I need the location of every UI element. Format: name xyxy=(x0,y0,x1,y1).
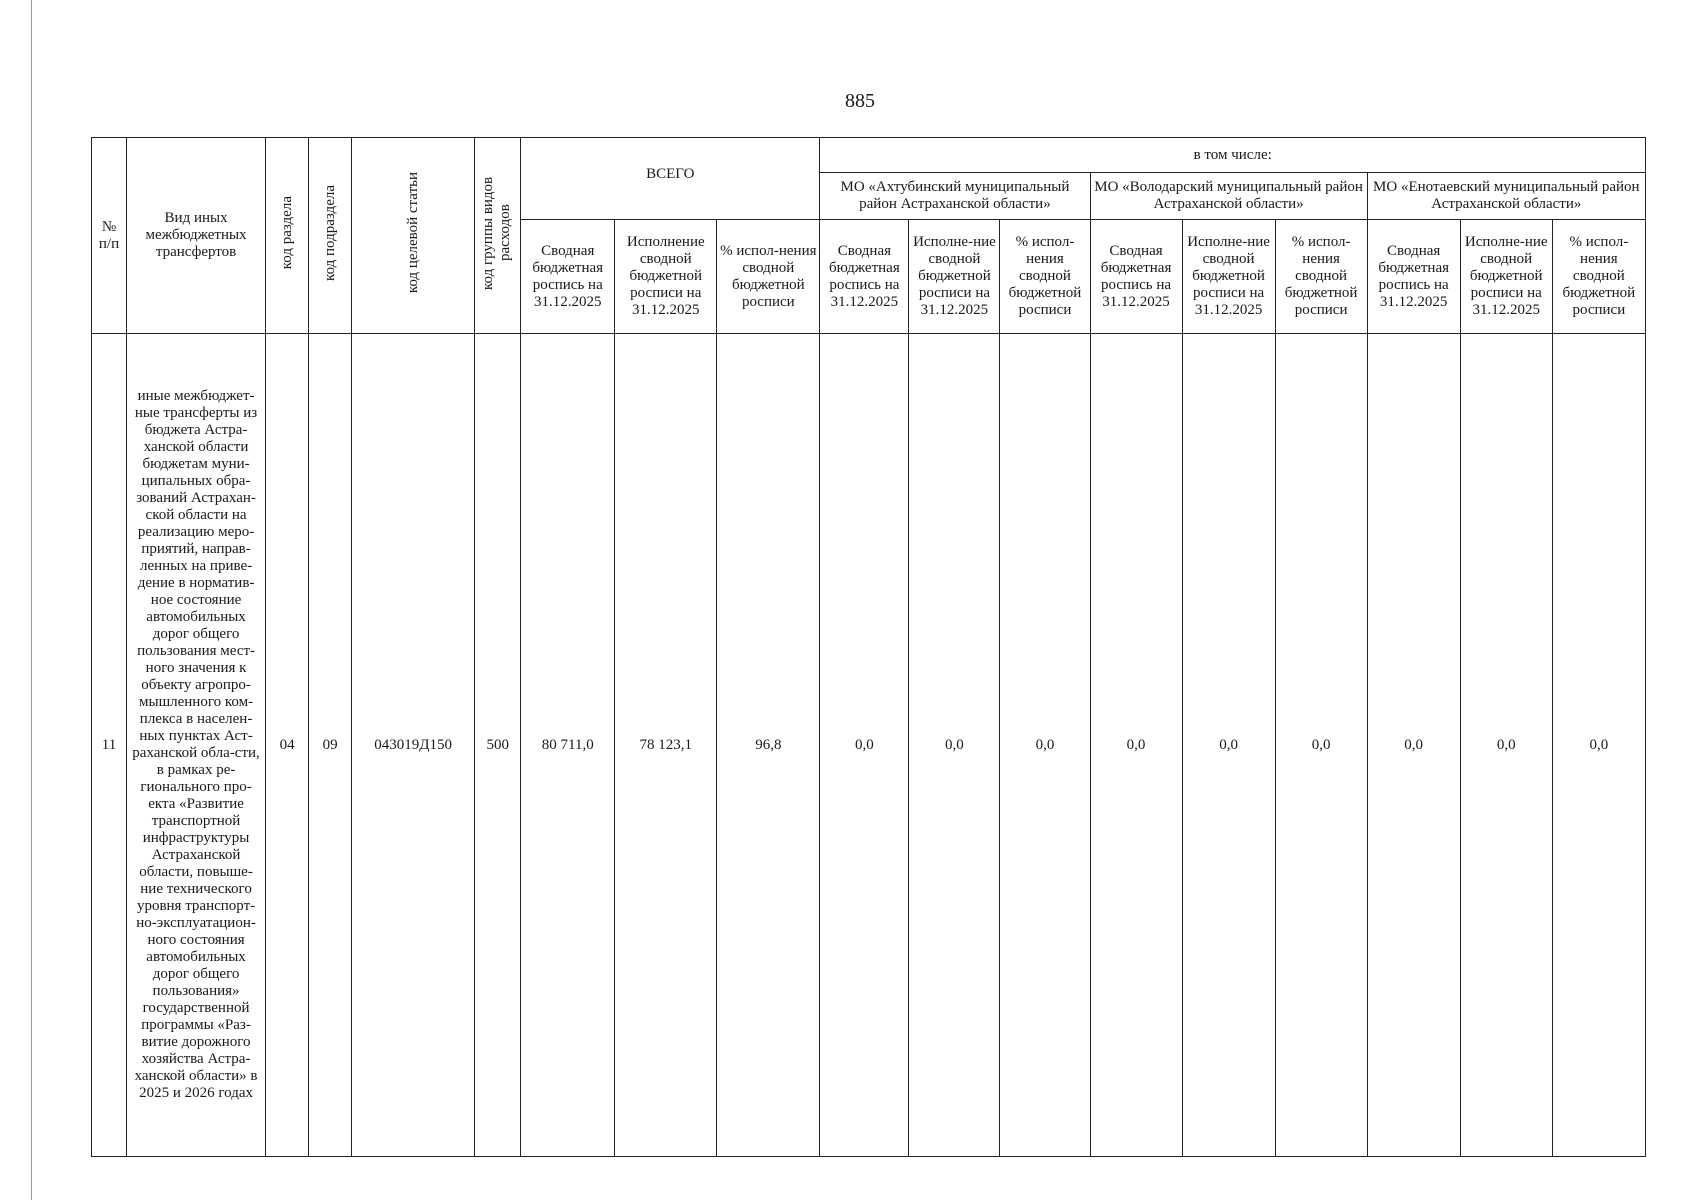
cell-section: 04 xyxy=(266,334,309,1157)
header-target-code: код целевой статьи xyxy=(352,138,475,334)
header-total: ВСЕГО xyxy=(521,138,820,220)
cell-mo2-percent: 0,0 xyxy=(1275,334,1367,1157)
header-including: в том числе: xyxy=(820,138,1646,173)
header-mo2-execution: Исполне-ние сводной бюджетной росписи на 31.12.2025 xyxy=(1182,220,1275,334)
cell-total-execution: 78 123,1 xyxy=(615,334,717,1157)
cell-mo1-plan: 0,0 xyxy=(820,334,909,1157)
header-subsection-code: код подраздела xyxy=(309,138,352,334)
table-row xyxy=(92,334,1646,1157)
header-total-plan: Сводная бюджетная роспись на 31.12.2025 xyxy=(521,220,615,334)
page-margin-line xyxy=(31,0,32,1200)
header-mo2-percent: % испол-нения сводной бюджетной росписи xyxy=(1275,220,1367,334)
cell-subsection: 09 xyxy=(309,334,352,1157)
cell-target: 043019Д150 xyxy=(352,334,475,1157)
header-mo1-percent: % испол-нения сводной бюджетной росписи xyxy=(1000,220,1090,334)
header-total-percent: % испол-нения сводной бюджетной росписи xyxy=(717,220,820,334)
transfers-table xyxy=(91,137,1646,1157)
header-mo2-plan: Сводная бюджетная роспись на 31.12.2025 xyxy=(1090,220,1182,334)
cell-group: 500 xyxy=(475,334,521,1157)
cell-row-num: 11 xyxy=(92,334,127,1157)
header-row-num: № п/п xyxy=(92,138,127,334)
header-mo-volodarsky: МО «Володарский муниципальный район Астраханской области» xyxy=(1090,173,1367,220)
cell-mo3-execution: 0,0 xyxy=(1460,334,1552,1157)
cell-description: иные межбюджет-ные трансферты из бюджета Астра-ханской области бюджетам муни-ципальных обра-зований Астрахан-ской области на реализацию меро-приятий, направ-ленных на приве-дение в норматив-ное состояние автомобильных дорог общего пользования мест-ного значения к объекту агропро-мышленного ком-плекса в населен-ных пунктах Аст-раханской обла-сти, в рамках ре-гионального про-екта «Развитие транспортной инфраструктуры Астраханской области, повыше-ние технического уровня транспорт-но-эксплуатацион-ного состояния автомобильных дорог общего пользования» государственной программы «Раз-витие дорожного хозяйства Астра-ханской области» в 2025 и 2026 годах xyxy=(127,334,266,1157)
header-transfer-type: Вид иных межбюджетных трансфертов xyxy=(127,138,266,334)
page-number: 885 xyxy=(845,90,875,112)
cell-total-percent: 96,8 xyxy=(717,334,820,1157)
cell-mo1-percent: 0,0 xyxy=(1000,334,1090,1157)
header-mo3-percent: % испол-нения сводной бюджетной росписи xyxy=(1552,220,1645,334)
header-section-code: код раздела xyxy=(266,138,309,334)
header-mo3-execution: Исполне-ние сводной бюджетной росписи на 31.12.2025 xyxy=(1460,220,1552,334)
header-mo1-plan: Сводная бюджетная роспись на 31.12.2025 xyxy=(820,220,909,334)
header-mo1-execution: Исполне-ние сводной бюджетной росписи на 31.12.2025 xyxy=(909,220,1000,334)
cell-mo2-plan: 0,0 xyxy=(1090,334,1182,1157)
cell-mo2-execution: 0,0 xyxy=(1182,334,1275,1157)
header-mo-akhtubinsky: МО «Ахтубинский муниципальный район Астраханской области» xyxy=(820,173,1090,220)
cell-mo3-percent: 0,0 xyxy=(1552,334,1645,1157)
cell-mo3-plan: 0,0 xyxy=(1367,334,1460,1157)
header-total-execution: Исполнение сводной бюджетной росписи на 31.12.2025 xyxy=(615,220,717,334)
cell-total-plan: 80 711,0 xyxy=(521,334,615,1157)
cell-mo1-execution: 0,0 xyxy=(909,334,1000,1157)
header-mo3-plan: Сводная бюджетная роспись на 31.12.2025 xyxy=(1367,220,1460,334)
header-mo-enotaevsky: МО «Енотаевский муниципальный район Астраханской области» xyxy=(1367,173,1645,220)
header-expense-group-code: код группы видов расходов xyxy=(475,138,521,334)
